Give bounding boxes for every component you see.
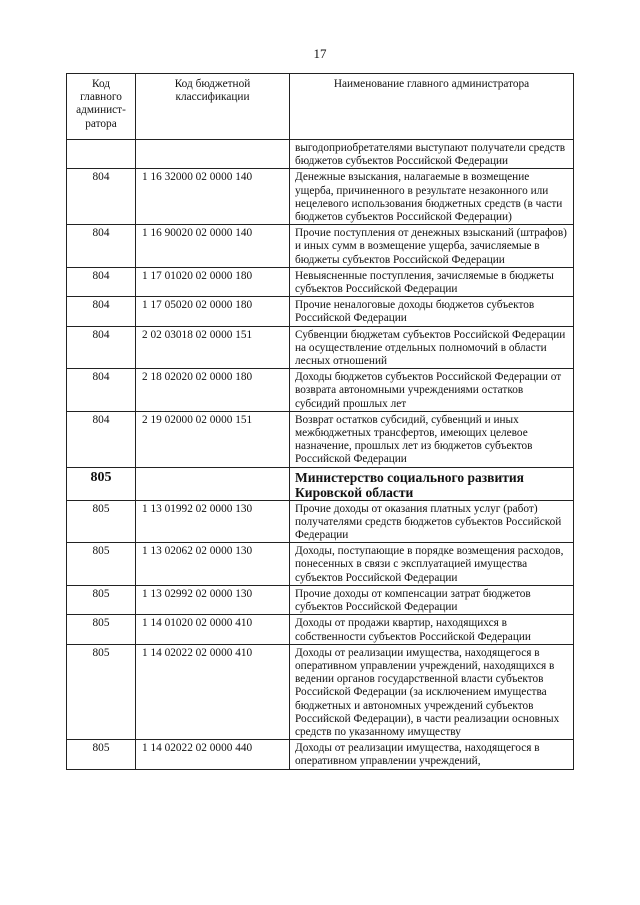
budget-code-cell: 2 19 02000 02 0000 151 <box>136 411 290 467</box>
section-admin-name: Министерство социального развития Кировской области <box>290 467 574 500</box>
table-row <box>67 585 574 614</box>
table-row <box>67 644 574 739</box>
section-row <box>67 467 574 500</box>
budget-code-cell: 1 17 01020 02 0000 180 <box>136 267 290 296</box>
admin-name-cell: Доходы от реализации имущества, находящегося в оперативном управлении учреждений, находящихся в ведении органов государственной власти субъектов Российской Федерации (за исключением имущества бюджетных и автономных учреждений субъектов Российской Федерации), в части реализации основных средств по указанному имуществу <box>290 644 574 739</box>
admin-code-cell: 804 <box>67 297 136 326</box>
budget-codes-table <box>66 73 574 770</box>
table-row <box>67 169 574 225</box>
table-row <box>67 225 574 268</box>
admin-code-cell: 805 <box>67 500 136 543</box>
admin-code-cell: 805 <box>67 543 136 586</box>
admin-code-cell: 804 <box>67 169 136 225</box>
admin-code-cell: 805 <box>67 644 136 739</box>
admin-code-cell: 804 <box>67 225 136 268</box>
budget-code-cell: 1 17 05020 02 0000 180 <box>136 297 290 326</box>
table-header-row <box>67 74 574 140</box>
admin-name-cell: Доходы бюджетов субъектов Российской Федерации от возврата автономными учреждениями остатков субсидий прошлых лет <box>290 369 574 412</box>
table-row <box>67 543 574 586</box>
table-row <box>67 740 574 769</box>
budget-code-cell: 1 13 01992 02 0000 130 <box>136 500 290 543</box>
table-row <box>67 297 574 326</box>
table-row <box>67 411 574 467</box>
admin-code-cell <box>67 140 136 169</box>
table-row <box>67 369 574 412</box>
admin-name-cell: Субвенции бюджетам субъектов Российской Федерации на осуществление отдельных полномочий в области лесных отношений <box>290 326 574 369</box>
admin-code-cell: 805 <box>67 585 136 614</box>
admin-name-cell: Возврат остатков субсидий, субвенций и иных межбюджетных трансфертов, имеющих целевое назначение, прошлых лет из бюджетов субъектов Российской Федерации <box>290 411 574 467</box>
admin-name-cell: выгодоприобретателями выступают получатели средств бюджетов субъектов Российской Федерации <box>290 140 574 169</box>
budget-code-cell: 1 13 02062 02 0000 130 <box>136 543 290 586</box>
admin-code-cell: 804 <box>67 411 136 467</box>
budget-code-cell <box>136 140 290 169</box>
admin-name-cell: Невыясненные поступления, зачисляемые в бюджеты субъектов Российской Федерации <box>290 267 574 296</box>
section-admin-code: 805 <box>67 467 136 500</box>
budget-code-cell: 1 14 02022 02 0000 410 <box>136 644 290 739</box>
admin-code-cell: 805 <box>67 615 136 644</box>
header-budget-code: Код бюджетной классификации <box>136 74 290 140</box>
header-admin-name: Наименование главного администратора <box>290 74 574 140</box>
table-row <box>67 140 574 169</box>
admin-code-cell: 805 <box>67 740 136 769</box>
budget-code-cell: 2 02 03018 02 0000 151 <box>136 326 290 369</box>
budget-code-cell: 2 18 02020 02 0000 180 <box>136 369 290 412</box>
table-row <box>67 615 574 644</box>
admin-name-cell: Прочие доходы от оказания платных услуг (работ) получателями средств бюджетов субъектов Российской Федерации <box>290 500 574 543</box>
budget-code-cell: 1 14 01020 02 0000 410 <box>136 615 290 644</box>
admin-name-cell: Прочие доходы от компенсации затрат бюджетов субъектов Российской Федерации <box>290 585 574 614</box>
budget-code-cell: 1 16 32000 02 0000 140 <box>136 169 290 225</box>
admin-code-cell: 804 <box>67 326 136 369</box>
budget-code-cell: 1 13 02992 02 0000 130 <box>136 585 290 614</box>
budget-code-cell: 1 16 90020 02 0000 140 <box>136 225 290 268</box>
table-row <box>67 267 574 296</box>
budget-code-cell <box>136 467 290 500</box>
admin-name-cell: Доходы от продажи квартир, находящихся в собственности субъектов Российской Федерации <box>290 615 574 644</box>
table-row <box>67 500 574 543</box>
admin-code-cell: 804 <box>67 267 136 296</box>
admin-name-cell: Доходы, поступающие в порядке возмещения расходов, понесенных в связи с эксплуатацией имущества субъектов Российской Федерации <box>290 543 574 586</box>
page-number: 17 <box>313 46 327 61</box>
table-row <box>67 326 574 369</box>
budget-code-cell: 1 14 02022 02 0000 440 <box>136 740 290 769</box>
admin-name-cell: Прочие неналоговые доходы бюджетов субъектов Российской Федерации <box>290 297 574 326</box>
admin-code-cell: 804 <box>67 369 136 412</box>
admin-name-cell: Доходы от реализации имущества, находящегося в оперативном управлении учреждений, <box>290 740 574 769</box>
admin-name-cell: Прочие поступления от денежных взысканий (штрафов) и иных сумм в возмещение ущерба, зачисляемые в бюджеты субъектов Российской Федерации <box>290 225 574 268</box>
header-admin-code: Код главного админист-ратора <box>67 74 136 140</box>
admin-name-cell: Денежные взыскания, налагаемые в возмещение ущерба, причиненного в результате незаконного или нецелевого использования бюджетных средств (в части бюджетов субъектов Российской Федерации) <box>290 169 574 225</box>
